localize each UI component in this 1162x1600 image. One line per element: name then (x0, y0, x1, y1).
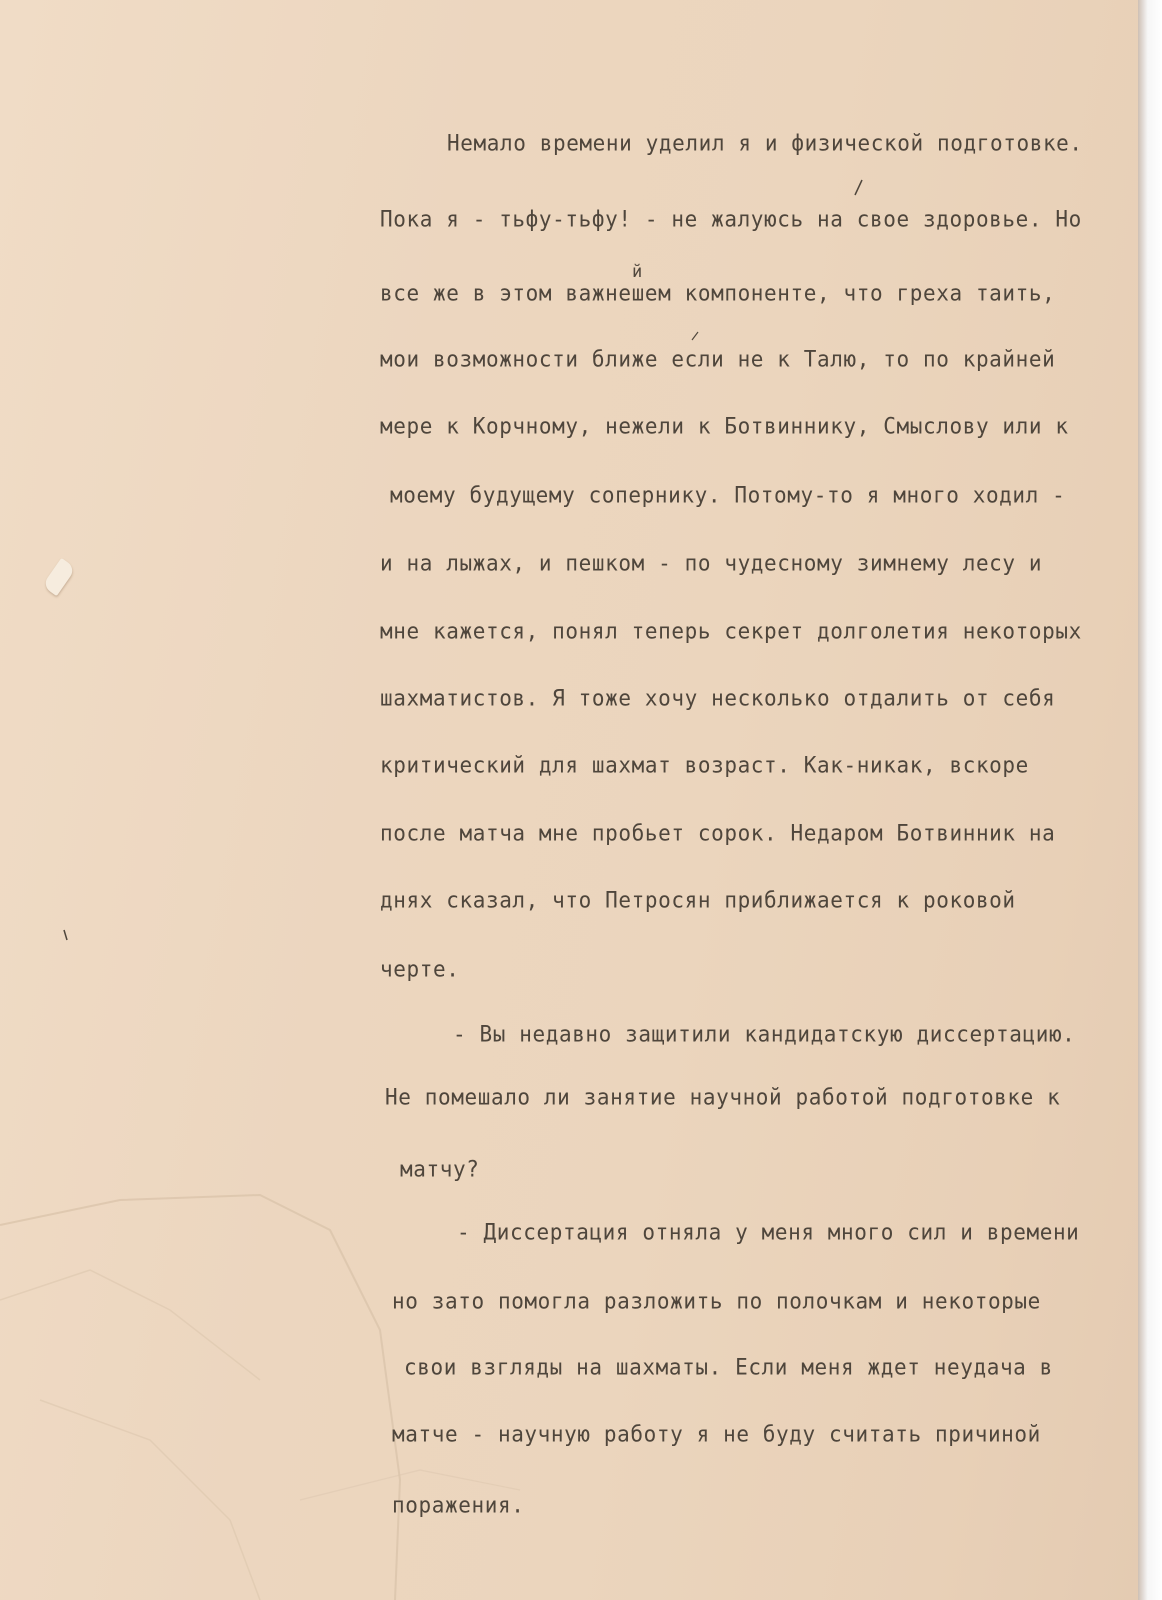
text-line: Немало времени уделил я и физической подготовке. (447, 130, 1083, 156)
text-line: но зато помогла разложить по полочкам и некоторые (392, 1288, 1041, 1314)
paper-chip (42, 558, 76, 596)
text-line: Не помешало ли занятие научной работой подготовке к (385, 1084, 1061, 1110)
text-line: и на лыжах, и пешком - по чудесному зимнему лесу и (380, 550, 1043, 576)
text-line: мои возможности ближе если не к Талю, то по крайней (380, 346, 1056, 372)
text-line: Пока я - тьфу-тьфу! - не жалуюсь на свое здоровье. Но (380, 206, 1082, 232)
text-line: критический для шахмат возраст. Как-никак, вскоре (380, 752, 1029, 778)
text-line: после матча мне пробьет сорок. Недаром Ботвинник на (380, 820, 1056, 846)
page-edge (1138, 0, 1162, 1600)
text-line: все же в этом важнешем компоненте, что греха таить, (380, 280, 1056, 306)
text-line: матче - научную работу я не буду считать причиной (392, 1421, 1041, 1447)
text-line: черте. (380, 956, 460, 982)
text-line: - Диссертация отняла у меня много сил и времени (457, 1219, 1080, 1245)
handwritten-correction: й (632, 262, 643, 282)
text-line: моему будущему сопернику. Потому-то я много ходил - (390, 482, 1066, 508)
text-line: мере к Корчному, нежели к Ботвиннику, Смыслову или к (380, 413, 1069, 439)
text-line: шахматистов. Я тоже хочу несколько отдалить от себя (380, 685, 1056, 711)
text-line: - Вы недавно защитили кандидатскую диссертацию. (453, 1021, 1076, 1047)
text-line: матчу? (400, 1156, 480, 1182)
text-line: днях сказал, что Петросян приближается к роковой (380, 887, 1016, 913)
text-line: мне кажется, понял теперь секрет долголетия некоторых (380, 618, 1082, 644)
text-line: поражения. (392, 1492, 525, 1518)
text-line: свои взгляды на шахматы. Если меня ждет неудача в (404, 1354, 1053, 1380)
